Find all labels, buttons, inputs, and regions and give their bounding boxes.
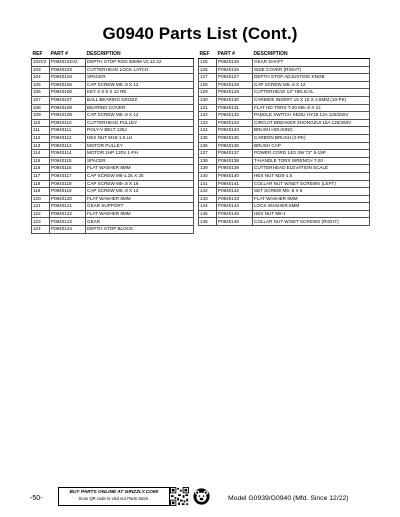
table-row bbox=[199, 165, 370, 173]
description-cell: BRUSH HOUSING bbox=[253, 127, 370, 135]
part-number-cell: P0940142 bbox=[217, 188, 253, 196]
description-cell: DEPTH STOP BLOCK bbox=[86, 226, 194, 234]
part-number-cell: P0940117 bbox=[50, 172, 86, 180]
part-number-cell: P0940113 bbox=[50, 142, 86, 150]
ref-cell: 123 bbox=[32, 218, 50, 226]
table-row bbox=[32, 226, 194, 234]
description-cell: CAP SCREW M5-.8 X 12 bbox=[86, 81, 194, 89]
ref-cell: 110 bbox=[32, 119, 50, 127]
table-row bbox=[199, 66, 370, 74]
table-row bbox=[199, 172, 370, 180]
table-row bbox=[199, 218, 370, 226]
description-cell: CARBON BRUSH (2-PK) bbox=[253, 134, 370, 142]
description-cell: CAP SCREW M8-1.25 X 25 bbox=[86, 172, 194, 180]
buy-parts-text: BUY PARTS ONLINE AT GRIZZLY.COM! bbox=[69, 490, 159, 495]
ref-cell: 145 bbox=[199, 210, 217, 218]
description-cell: DEPTH STOP ADJUSTING KNOB bbox=[253, 74, 370, 82]
ref-cell: 122 bbox=[32, 210, 50, 218]
description-cell: MOTOR PULLEY bbox=[86, 142, 194, 150]
description-cell: FLAT WASHER 8MM bbox=[86, 165, 194, 173]
part-number-cell: P0940108 bbox=[50, 104, 86, 112]
table-row bbox=[32, 119, 194, 127]
table-row bbox=[32, 195, 194, 203]
description-cell: CAP SCREW M5-.8 X 12 bbox=[86, 188, 194, 196]
header-ref: REF bbox=[199, 51, 217, 59]
table-row bbox=[199, 74, 370, 82]
table-row bbox=[199, 203, 370, 211]
parts-table-right-body bbox=[199, 59, 370, 226]
table-header-row bbox=[199, 51, 370, 59]
part-number-cell: P0940124 bbox=[50, 226, 86, 234]
ref-cell: 130 bbox=[199, 96, 217, 104]
description-cell: HEX NUT M16-1.5 LH bbox=[86, 134, 194, 142]
ref-cell: 104 bbox=[32, 74, 50, 82]
table-row bbox=[199, 134, 370, 142]
description-cell: CUTTERHEAD PULLEY bbox=[86, 119, 194, 127]
model-info: Model G0939/G0940 (Mfd. Since 12/22) bbox=[228, 495, 349, 502]
table-row bbox=[32, 104, 194, 112]
table-row bbox=[199, 157, 370, 165]
parts-table-right bbox=[198, 51, 370, 226]
part-number-cell: P0940139 bbox=[217, 165, 253, 173]
header-description: DESCRIPTION bbox=[86, 51, 194, 59]
part-number-cell: P0940103 bbox=[50, 66, 86, 74]
ref-cell: 139 bbox=[199, 165, 217, 173]
table-row bbox=[32, 89, 194, 97]
header-part: PART # bbox=[217, 51, 253, 59]
header-ref: REF bbox=[32, 51, 50, 59]
part-number-cell: P0940143 bbox=[217, 195, 253, 203]
header-description: DESCRIPTION bbox=[253, 51, 370, 59]
description-cell: DEPTH STOP ROD 60MM V2.12.22 bbox=[86, 59, 194, 67]
table-row bbox=[199, 150, 370, 158]
description-cell: CAP SCREW M5-.8 X 12 bbox=[253, 81, 370, 89]
part-number-cell: P0940116 bbox=[50, 165, 86, 173]
page-number: -50- bbox=[30, 495, 43, 502]
ref-cell: 112 bbox=[32, 134, 50, 142]
table-row bbox=[199, 81, 370, 89]
part-number-cell: P0940125 bbox=[217, 59, 253, 67]
table-row bbox=[199, 188, 370, 196]
ref-cell: 111 bbox=[32, 127, 50, 135]
description-cell: SPACER bbox=[86, 74, 194, 82]
table-row bbox=[199, 59, 370, 67]
part-number-cell: P0940136 bbox=[217, 142, 253, 150]
ref-cell: 109 bbox=[32, 112, 50, 120]
part-number-cell: P0940126 bbox=[217, 66, 253, 74]
description-cell: BEARING COVER bbox=[86, 104, 194, 112]
ref-cell: 124 bbox=[32, 226, 50, 234]
ref-cell: 125 bbox=[199, 59, 217, 67]
description-cell: COLLAR NUT W/SET SCREWS (RIGHT) bbox=[253, 218, 370, 226]
part-number-cell: P0940138 bbox=[217, 157, 253, 165]
description-cell: CUTTERHEAD 13" HELICAL bbox=[253, 89, 370, 97]
ref-cell: 118 bbox=[32, 180, 50, 188]
part-number-cell: P0940128 bbox=[217, 81, 253, 89]
table-header-row bbox=[32, 51, 194, 59]
header-part: PART # bbox=[50, 51, 86, 59]
part-number-cell: P0940127 bbox=[217, 74, 253, 82]
description-cell: FLAT WASHER 8MM bbox=[86, 210, 194, 218]
part-number-cell: P0940130 bbox=[217, 96, 253, 104]
part-number-cell: P0940112 bbox=[50, 134, 86, 142]
description-cell: KEY 5 X 5 X 12 RE bbox=[86, 89, 194, 97]
ref-cell: 108 bbox=[32, 104, 50, 112]
description-cell: FLAT WASHER 5MM bbox=[86, 195, 194, 203]
table-row bbox=[32, 180, 194, 188]
part-number-cell: P0940131 bbox=[217, 104, 253, 112]
table-row bbox=[32, 150, 194, 158]
part-number-cell: P0940102V2 bbox=[50, 59, 86, 67]
table-row bbox=[32, 172, 194, 180]
ref-cell: 129 bbox=[199, 89, 217, 97]
buy-parts-box[interactable] bbox=[58, 487, 170, 506]
table-row bbox=[32, 127, 194, 135]
table-row bbox=[32, 203, 194, 211]
table-row bbox=[199, 112, 370, 120]
ref-cell: 114 bbox=[32, 150, 50, 158]
table-row bbox=[199, 89, 370, 97]
table-row bbox=[199, 195, 370, 203]
part-number-cell: P0940118 bbox=[50, 180, 86, 188]
description-cell: POLY-V BELT 135J bbox=[86, 127, 194, 135]
part-number-cell: P0940133 bbox=[217, 119, 253, 127]
ref-cell: 107 bbox=[32, 96, 50, 104]
table-row bbox=[32, 157, 194, 165]
parts-table-left-body bbox=[32, 59, 194, 234]
grizzly-bear-logo-icon bbox=[193, 488, 210, 505]
ref-cell: 128 bbox=[199, 81, 217, 89]
description-cell: CAP SCREW M5-.8 X 12 bbox=[86, 112, 194, 120]
ref-cell: 143 bbox=[199, 195, 217, 203]
description-cell: CUTTERHEAD ELEVATION SCALE bbox=[253, 165, 370, 173]
table-row bbox=[199, 142, 370, 150]
page-footer bbox=[0, 483, 400, 513]
table-row bbox=[199, 104, 370, 112]
ref-cell: 106 bbox=[32, 89, 50, 97]
part-number-cell: P0940141 bbox=[217, 180, 253, 188]
ref-cell: 113 bbox=[32, 142, 50, 150]
part-number-cell: P0940145 bbox=[217, 210, 253, 218]
ref-cell: 142 bbox=[199, 188, 217, 196]
table-row bbox=[32, 218, 194, 226]
part-number-cell: P0940114 bbox=[50, 150, 86, 158]
part-number-cell: P0940106 bbox=[50, 89, 86, 97]
description-cell: FLAT HD TORX T-20 M6-.8 X 12 bbox=[253, 104, 370, 112]
part-number-cell: P0940132 bbox=[217, 112, 253, 120]
part-number-cell: P0940107 bbox=[50, 96, 86, 104]
description-cell: CUTTERHEAD LOCK LATCH bbox=[86, 66, 194, 74]
part-number-cell: P0940120 bbox=[50, 195, 86, 203]
table-row bbox=[32, 112, 194, 120]
ref-cell: 141 bbox=[199, 180, 217, 188]
ref-cell: 115 bbox=[32, 157, 50, 165]
part-number-cell: P0940137 bbox=[217, 150, 253, 158]
description-cell: GEAR SUPPORT bbox=[86, 203, 194, 211]
ref-cell: 131 bbox=[199, 104, 217, 112]
description-cell: GEAR bbox=[86, 218, 194, 226]
table-row bbox=[199, 127, 370, 135]
description-cell: GEAR SHAFT bbox=[253, 59, 370, 67]
part-number-cell: P0940105 bbox=[50, 81, 86, 89]
parts-table-left bbox=[31, 51, 194, 234]
table-row bbox=[199, 180, 370, 188]
part-number-cell: P0940146 bbox=[217, 218, 253, 226]
description-cell: COLLAR NUT W/SET SCREWS (LEFT) bbox=[253, 180, 370, 188]
ref-cell: 137 bbox=[199, 150, 217, 158]
part-number-cell: P0940135 bbox=[217, 134, 253, 142]
ref-cell: 133 bbox=[199, 119, 217, 127]
ref-cell: 120 bbox=[32, 195, 50, 203]
ref-cell: 138 bbox=[199, 157, 217, 165]
ref-cell: 144 bbox=[199, 203, 217, 211]
table-row bbox=[32, 188, 194, 196]
part-number-cell: P0940119 bbox=[50, 188, 86, 196]
part-number-cell: P0940109 bbox=[50, 112, 86, 120]
ref-cell: 127 bbox=[199, 74, 217, 82]
description-cell: HEX NUT M20-1.5 bbox=[253, 172, 370, 180]
description-cell: SET SCREW M5-.8 X 6 bbox=[253, 188, 370, 196]
ref-cell: 132 bbox=[199, 112, 217, 120]
table-row bbox=[32, 210, 194, 218]
part-number-cell: P0940110 bbox=[50, 119, 86, 127]
scan-qr-text: Scan QR code to visit our Parts Store. bbox=[78, 496, 150, 501]
part-number-cell: P0940104 bbox=[50, 74, 86, 82]
part-number-cell: P0940123 bbox=[50, 218, 86, 226]
description-cell: SPACER bbox=[86, 157, 194, 165]
description-cell: FLAT WASHER 6MM bbox=[253, 195, 370, 203]
description-cell: PADDLE SWITCH KEDU HY18 12A 125/250V bbox=[253, 112, 370, 120]
description-cell: CAP SCREW M5-.8 X 16 bbox=[86, 180, 194, 188]
table-row bbox=[199, 96, 370, 104]
table-row bbox=[32, 134, 194, 142]
part-number-cell: P0940144 bbox=[217, 203, 253, 211]
description-cell: T-HANDLE TORX WRENCH T-20 bbox=[253, 157, 370, 165]
table-row bbox=[32, 142, 194, 150]
ref-cell: 102V2 bbox=[32, 59, 50, 67]
ref-cell: 146 bbox=[199, 218, 217, 226]
table-row bbox=[32, 81, 194, 89]
ref-cell: 140 bbox=[199, 172, 217, 180]
ref-cell: 117 bbox=[32, 172, 50, 180]
part-number-cell: P0940121 bbox=[50, 203, 86, 211]
description-cell: HEX NUT M6-1 bbox=[253, 210, 370, 218]
ref-cell: 116 bbox=[32, 165, 50, 173]
part-number-cell: P0940115 bbox=[50, 157, 86, 165]
description-cell: MOTOR 2HP 120V 1-PH bbox=[86, 150, 194, 158]
ref-cell: 121 bbox=[32, 203, 50, 211]
description-cell: BRUSH CAP bbox=[253, 142, 370, 150]
ref-cell: 126 bbox=[199, 66, 217, 74]
ref-cell: 134 bbox=[199, 127, 217, 135]
ref-cell: 136 bbox=[199, 142, 217, 150]
ref-cell: 135 bbox=[199, 134, 217, 142]
part-number-cell: P0940129 bbox=[217, 89, 253, 97]
table-row bbox=[32, 165, 194, 173]
ref-cell: 105 bbox=[32, 81, 50, 89]
description-cell: SIDE COVER (RIGHT) bbox=[253, 66, 370, 74]
table-row bbox=[32, 59, 194, 67]
part-number-cell: P0940122 bbox=[50, 210, 86, 218]
part-number-cell: P0940134 bbox=[217, 127, 253, 135]
description-cell: CIRCUIT BREAKER ZHONGZUI 15A 125/250V bbox=[253, 119, 370, 127]
ref-cell: 103 bbox=[32, 66, 50, 74]
table-row bbox=[32, 74, 194, 82]
description-cell: POWER CORD 14G 3W 72" 5-15P bbox=[253, 150, 370, 158]
table-row bbox=[32, 66, 194, 74]
qr-code-icon[interactable] bbox=[170, 487, 189, 506]
table-row bbox=[32, 96, 194, 104]
description-cell: BALL BEARING 6203ZZ bbox=[86, 96, 194, 104]
table-row bbox=[199, 119, 370, 127]
description-cell: LOCK WASHER 6MM bbox=[253, 203, 370, 211]
description-cell: CARBIDE INSERT 15 X 15 X 2.5MM (10-PK) bbox=[253, 96, 370, 104]
part-number-cell: P0940140 bbox=[217, 172, 253, 180]
table-row bbox=[199, 210, 370, 218]
page-title: G0940 Parts List (Cont.) bbox=[102, 24, 298, 43]
ref-cell: 119 bbox=[32, 188, 50, 196]
part-number-cell: P0940111 bbox=[50, 127, 86, 135]
